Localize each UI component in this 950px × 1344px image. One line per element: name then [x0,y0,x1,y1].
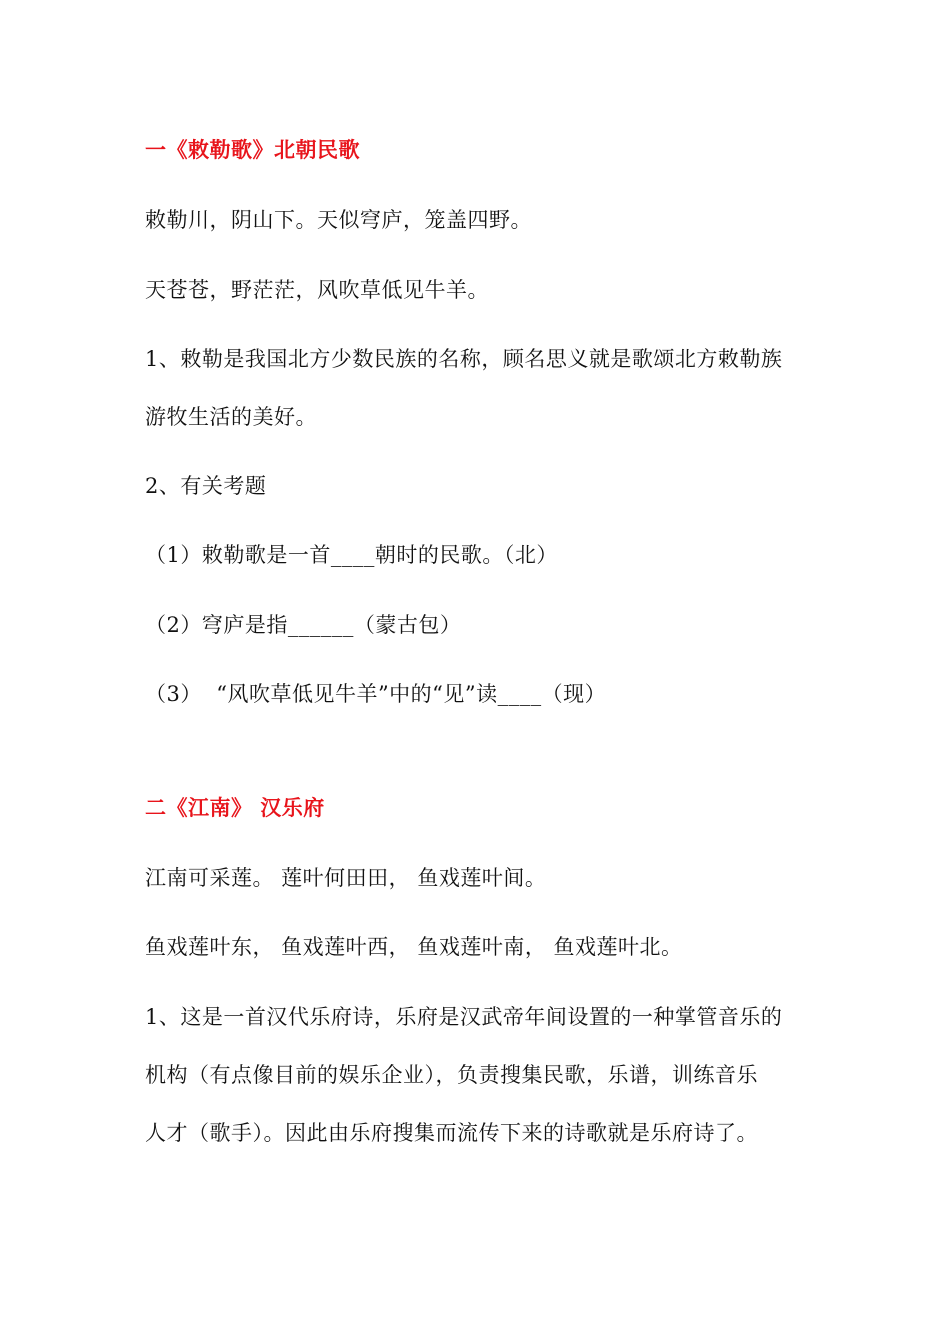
section1-question-1: （1）敕勒歌是一首____朝时的民歌。（北） [145,543,558,567]
section1-poem-line-1: 敕勒川，阴山下。天似穹庐，笼盖四野。 [145,208,532,232]
section2-poem-line-2: 鱼戏莲叶东， 鱼戏莲叶西， 鱼戏莲叶南， 鱼戏莲叶北。 [145,935,683,959]
section1-question-3: （3） “风吹草低见牛羊”中的“见”读____（现） [145,682,607,706]
section1-note2-title: 2、有关考题 [145,474,267,498]
section2-note1-line-1: 1、这是一首汉代乐府诗，乐府是汉武帝年间设置的一种掌管音乐的 [145,1005,783,1029]
section1-note1-line-1: 1、敕勒是我国北方少数民族的名称，顾名思义就是歌颂北方敕勒族 [145,347,783,371]
document-page [145,0,825,1344]
section1-poem-line-2: 天苍苍，野茫茫，风吹草低见牛羊。 [145,278,489,302]
section1-heading: 一《敕勒歌》北朝民歌 [145,137,360,162]
section2-note1-line-3: 人才（歌手）。因此由乐府搜集而流传下来的诗歌就是乐府诗了。 [145,1121,758,1145]
section2-heading: 二《江南》 汉乐府 [145,795,325,820]
section2-poem-line-1: 江南可采莲。 莲叶何田田， 鱼戏莲叶间。 [145,866,547,890]
section2-note1-line-2: 机构（有点像目前的娱乐企业），负责搜集民歌，乐谱，训练音乐 [145,1063,758,1087]
section1-note1-line-2: 游牧生活的美好。 [145,405,317,429]
section1-question-2: （2）穹庐是指______（蒙古包） [145,613,462,637]
